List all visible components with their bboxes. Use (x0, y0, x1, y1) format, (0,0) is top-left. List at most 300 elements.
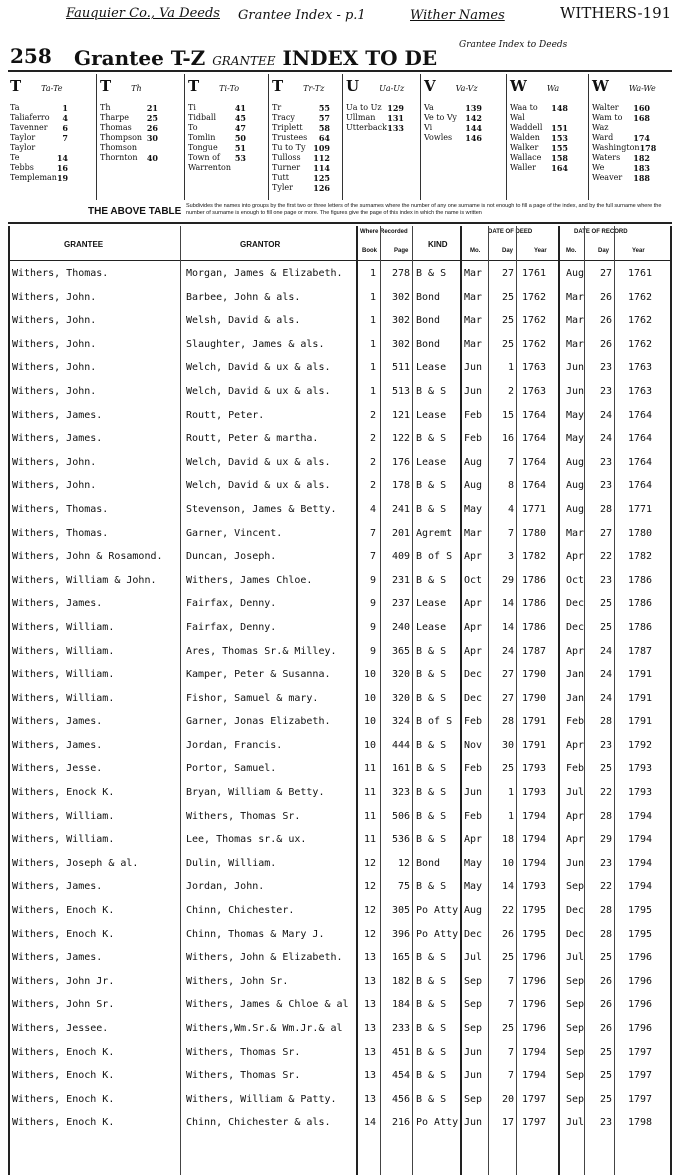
record-day-cell: 23 (599, 857, 612, 869)
letter-group-entry (424, 113, 482, 123)
entry-page: 109 (313, 143, 330, 153)
deed-month-cell: Aug (464, 480, 483, 492)
grantee-cell: Withers, William. (12, 834, 115, 846)
deed-day-cell: 1 (507, 787, 514, 799)
page-cell: 233 (391, 1023, 410, 1034)
deed-day-cell: 27 (501, 268, 514, 279)
entry-name: Washington (592, 143, 640, 152)
deed-month-cell: Mar (464, 338, 483, 350)
record-month-cell: Sep (566, 975, 585, 987)
book-cell: 11 (363, 810, 376, 822)
record-day-cell: 28 (599, 905, 612, 917)
grantor-cell: Jordan, John. (186, 881, 265, 893)
entry-page: 51 (234, 143, 246, 153)
record-year-cell: 1762 (628, 291, 653, 303)
deed-day-cell: 27 (501, 669, 514, 681)
table-row (8, 545, 672, 569)
letter-group (510, 76, 568, 173)
record-year-cell: 1796 (628, 999, 653, 1011)
record-day-cell: 26 (599, 975, 612, 987)
record-day-cell: 25 (599, 621, 612, 633)
letter-group-entry (10, 123, 68, 133)
record-month-cell: Oct (566, 574, 585, 586)
record-month-cell: Jan (566, 669, 585, 681)
letter-group-entry (424, 133, 482, 143)
letter-group (424, 76, 482, 143)
letter-group-entry (272, 173, 330, 183)
deed-day-cell: 7 (507, 456, 514, 468)
deed-day-cell: 24 (501, 645, 514, 657)
table-row (8, 663, 672, 687)
deed-year-cell: 1761 (522, 268, 547, 279)
record-month-cell: Mar (566, 315, 585, 327)
deed-day-cell: 15 (501, 409, 514, 421)
grantor-cell: Withers, John & Elizabeth. (186, 952, 343, 964)
entry-name: Weaver (592, 173, 623, 182)
deed-year-cell: 1764 (522, 433, 547, 445)
grantee-cell: Withers, James. (12, 716, 103, 728)
entry-page: 114 (313, 163, 330, 173)
record-day-cell: 24 (599, 669, 612, 681)
title-prefix: Grantee T-Z (74, 46, 206, 70)
page-cell: 451 (391, 1046, 410, 1058)
table-row (8, 498, 672, 522)
page-cell: 511 (391, 362, 410, 374)
book-cell: 13 (363, 1046, 376, 1058)
title-handwritten-insert: GRANTEE (212, 54, 276, 68)
entry-page: 146 (465, 133, 482, 143)
kind-cell: B & S (416, 480, 447, 492)
book-cell: 10 (363, 739, 376, 751)
page-cell: 302 (391, 338, 410, 350)
kind-cell: B & S (416, 763, 447, 775)
deed-day-cell: 8 (507, 480, 514, 492)
letter-group-letter: T (10, 77, 22, 95)
grantee-cell: Withers, John Jr. (12, 975, 115, 987)
deed-day-cell: 1 (507, 810, 514, 822)
entry-name: Taylor (10, 143, 36, 152)
record-month-cell: Jul (566, 787, 585, 799)
entry-name: Ua to Uz (346, 103, 382, 112)
book-cell: 1 (369, 291, 376, 303)
book-cell: 10 (363, 716, 376, 728)
table-row (8, 1064, 672, 1088)
grantee-cell: Withers, Jessee. (12, 1023, 109, 1034)
letter-group-divider (96, 74, 97, 200)
deed-day-cell: 30 (501, 739, 514, 751)
book-cell: 13 (363, 1023, 376, 1034)
deed-day-cell: 25 (501, 763, 514, 775)
letter-group-entry (188, 103, 246, 113)
page-number: 258 (10, 44, 52, 68)
table-row (8, 875, 672, 899)
book-cell: 11 (363, 787, 376, 799)
record-month-cell: Sep (566, 1023, 585, 1034)
book-cell: 1 (369, 268, 376, 279)
deed-month-cell: May (464, 503, 483, 515)
record-day-cell: 26 (599, 315, 612, 327)
grantor-cell: Ares, Thomas Sr.& Milley. (186, 645, 337, 657)
grantor-cell: Dulin, William. (186, 857, 277, 869)
letter-group-letter: T (188, 77, 200, 95)
record-year-cell: 1764 (628, 480, 653, 492)
entry-page: 64 (318, 133, 330, 143)
col-kind: KIND (428, 240, 448, 249)
table-row (8, 781, 672, 805)
deed-day-cell: 25 (501, 291, 514, 303)
kind-cell: B & S (416, 669, 447, 681)
record-day-cell: 26 (599, 999, 612, 1011)
deed-month-cell: Mar (464, 315, 483, 327)
letter-group-range: Wa-We (628, 84, 656, 93)
table-row (8, 757, 672, 781)
kind-cell: Lease (416, 362, 447, 374)
entry-name: Waa to Wal (510, 103, 538, 122)
entry-page: 178 (639, 143, 657, 153)
deed-year-cell: 1786 (522, 574, 547, 586)
kind-cell: B & S (416, 739, 447, 751)
grantor-cell: Fairfax, Denny. (186, 621, 277, 633)
record-month-cell: Sep (566, 1093, 585, 1105)
letter-group-entry (592, 153, 650, 163)
page-cell: 320 (391, 692, 410, 704)
entry-page: 7 (62, 133, 68, 143)
letter-group-entry (592, 113, 650, 133)
table-row (8, 522, 672, 546)
record-month-cell: Apr (566, 834, 585, 846)
entry-name: Thompson (100, 133, 143, 142)
page-title (74, 40, 568, 70)
kind-cell: Bond (416, 291, 441, 303)
book-cell: 13 (363, 1093, 376, 1105)
deed-month-cell: Jun (464, 1117, 483, 1129)
deed-year-cell: 1793 (522, 763, 547, 775)
entry-name: To (188, 123, 198, 132)
table-row (8, 380, 672, 404)
entry-page: 155 (551, 143, 568, 153)
kind-cell: Bond (416, 338, 441, 350)
book-cell: 11 (363, 834, 376, 846)
record-day-cell: 24 (599, 692, 612, 704)
record-month-cell: Dec (566, 621, 585, 633)
entry-name: Tavenner (10, 123, 48, 132)
grantor-cell: Stevenson, James & Betty. (186, 503, 337, 515)
letter-group-entry (10, 173, 68, 183)
letter-group-entry (510, 133, 568, 143)
grantee-cell: Withers, Thomas. (12, 503, 109, 515)
page-cell: 506 (391, 810, 410, 822)
entry-page: 139 (465, 103, 482, 113)
letter-group-entry (188, 123, 246, 133)
col-grantee: GRANTEE (64, 240, 104, 249)
entry-page: 45 (234, 113, 246, 123)
deed-day-cell: 26 (501, 928, 514, 940)
entry-page: 21 (146, 103, 158, 113)
grantor-cell: Duncan, Joseph. (186, 551, 277, 563)
entry-name: Tracy (272, 113, 295, 122)
entry-page: 129 (387, 103, 404, 113)
deed-month-cell: Apr (464, 551, 483, 563)
table-row (8, 404, 672, 428)
entry-name: Tomlin (188, 133, 216, 142)
table-row (8, 286, 672, 310)
record-year-cell: 1793 (628, 763, 653, 775)
entry-page: 1 (62, 103, 68, 113)
page-cell: 201 (391, 527, 410, 539)
record-day-cell: 24 (599, 409, 612, 421)
grantee-cell: Withers, John. (12, 338, 97, 350)
book-cell: 1 (369, 315, 376, 327)
record-year-cell: 1793 (628, 787, 653, 799)
kind-cell: B & S (416, 645, 447, 657)
grantee-cell: Withers, John & Rosamond. (12, 551, 163, 563)
deed-day-cell: 22 (501, 905, 514, 917)
letter-group-divider (184, 74, 185, 200)
entry-page: 144 (465, 123, 482, 133)
entry-name: Th (100, 103, 111, 112)
grantor-cell: Withers, Thomas Sr. (186, 1046, 301, 1058)
entry-page: 164 (551, 163, 568, 173)
deed-month-cell: Mar (464, 291, 483, 303)
record-day-cell: 26 (599, 338, 612, 350)
entry-name: Vi (424, 123, 433, 132)
letter-group (346, 76, 404, 133)
letter-group-range: Ua-Uz (379, 84, 405, 93)
letter-group-entry (510, 143, 568, 153)
deed-day-cell: 14 (501, 881, 514, 893)
entry-page: 158 (551, 153, 568, 163)
page-cell: 240 (391, 621, 410, 633)
deed-month-cell: Apr (464, 621, 483, 633)
letter-group-range: Ti-To (219, 84, 240, 93)
record-day-cell: 22 (599, 881, 612, 893)
kind-cell: B & S (416, 1093, 447, 1105)
deed-month-cell: Jun (464, 1070, 483, 1082)
record-year-cell: 1797 (628, 1070, 653, 1082)
record-month-cell: Jul (566, 952, 585, 964)
book-cell: 1 (369, 385, 376, 397)
grantee-cell: Withers, William. (12, 621, 115, 633)
record-month-cell: Apr (566, 739, 585, 751)
letter-group-entry (346, 123, 404, 133)
page-cell: 12 (397, 857, 410, 869)
record-month-cell: Feb (566, 763, 585, 775)
entry-name: Thomson (100, 143, 137, 152)
deed-month-cell: Apr (464, 645, 483, 657)
deed-day-cell: 7 (507, 999, 514, 1011)
book-cell: 2 (369, 409, 376, 421)
letter-group-range: Tr-Tz (303, 84, 325, 93)
record-month-cell: Apr (566, 810, 585, 822)
col-deed-mo: Mo. (470, 248, 481, 254)
record-day-cell: 25 (599, 952, 612, 964)
page-cell: 444 (391, 739, 410, 751)
record-month-cell: Aug (566, 456, 585, 468)
record-year-cell: 1791 (628, 716, 653, 728)
entry-name: Tharpe (100, 113, 129, 122)
deed-day-cell: 4 (507, 503, 514, 515)
letter-group-letter: V (424, 77, 436, 95)
deed-year-cell: 1791 (522, 739, 547, 751)
grantee-cell: Withers, James. (12, 739, 103, 751)
record-day-cell: 24 (599, 645, 612, 657)
grantee-cell: Withers, John. (12, 480, 97, 492)
grantee-cell: Withers, Enoch K. (12, 1093, 115, 1105)
letter-group-entry (188, 143, 246, 153)
deed-month-cell: Dec (464, 928, 483, 940)
book-cell: 2 (369, 456, 376, 468)
deed-month-cell: Feb (464, 716, 483, 728)
book-cell: 13 (363, 952, 376, 964)
page-cell: 456 (391, 1093, 410, 1105)
col-rec-day: Day (598, 248, 610, 254)
record-day-cell: 28 (599, 503, 612, 515)
letter-group-entry (272, 183, 330, 193)
letter-group-entry (346, 103, 404, 113)
book-cell: 7 (369, 527, 376, 539)
letter-group-entry (510, 123, 568, 133)
book-cell: 12 (363, 905, 376, 917)
record-month-cell: Sep (566, 999, 585, 1011)
kind-cell: Lease (416, 598, 447, 610)
entry-name: Triplett (272, 123, 303, 132)
page-cell: 323 (391, 787, 410, 799)
letter-group-entry (346, 113, 404, 123)
kind-cell: Lease (416, 621, 447, 633)
kind-cell: Po Atty (416, 905, 459, 917)
entry-page: 188 (633, 173, 650, 183)
grantor-cell: Withers, James Chloe. (186, 574, 313, 586)
entry-name: Te (10, 153, 20, 162)
deed-year-cell: 1763 (522, 385, 547, 397)
entry-name: Thornton (100, 153, 138, 162)
kind-cell: B & S (416, 433, 447, 445)
table-row (8, 451, 672, 475)
grantor-cell: Chinn, Chichester & als. (186, 1117, 331, 1129)
record-year-cell: 1763 (628, 362, 653, 374)
grantee-cell: Withers, Joseph & al. (12, 857, 139, 869)
letter-group-entry (100, 153, 158, 163)
letter-group-entry (10, 143, 68, 153)
page-cell: 454 (391, 1070, 410, 1082)
deed-day-cell: 10 (501, 857, 514, 869)
deed-month-cell: Sep (464, 1023, 483, 1034)
grantor-cell: Welsh, David & als. (186, 315, 301, 327)
record-year-cell: 1764 (628, 409, 653, 421)
kind-cell: Lease (416, 456, 447, 468)
table-row (8, 946, 672, 970)
entry-name: Turner (272, 163, 301, 172)
book-cell: 2 (369, 433, 376, 445)
deed-month-cell: Oct (464, 574, 483, 586)
book-cell: 1 (369, 362, 376, 374)
deed-day-cell: 25 (501, 1023, 514, 1034)
letter-group-entry (272, 133, 330, 143)
page-cell: 513 (391, 385, 410, 397)
table-row (8, 262, 672, 286)
entry-name: Va (424, 103, 434, 112)
record-day-cell: 29 (599, 834, 612, 846)
kind-cell: B & S (416, 834, 447, 846)
page-cell: 178 (391, 480, 410, 492)
entry-page: 153 (551, 133, 568, 143)
entry-name: Taylor (10, 133, 36, 142)
grantee-cell: Withers, Thomas. (12, 527, 109, 539)
kind-cell: B & S (416, 385, 447, 397)
record-month-cell: Jun (566, 857, 585, 869)
entry-name: Tutt (272, 173, 289, 182)
grantee-cell: Withers, Enoch K. (12, 1117, 115, 1129)
grantee-cell: Withers, James. (12, 952, 103, 964)
record-year-cell: 1796 (628, 952, 653, 964)
col-rec-year: Year (632, 248, 645, 254)
entry-page: 40 (146, 153, 158, 163)
deed-day-cell: 1 (507, 362, 514, 374)
page-cell: 231 (391, 574, 410, 586)
record-year-cell: 1761 (628, 268, 653, 279)
kind-cell: B of S (416, 551, 453, 563)
book-cell: 9 (369, 574, 376, 586)
entry-name: Walden (510, 133, 540, 142)
handwritten-names-note: Wither Names (410, 8, 505, 23)
deed-month-cell: Jul (464, 952, 483, 964)
record-month-cell: Aug (566, 480, 585, 492)
entry-name: Ti (188, 103, 196, 112)
kind-cell: B & S (416, 952, 447, 964)
deed-year-cell: 1793 (522, 787, 547, 799)
book-cell: 4 (369, 503, 376, 515)
entry-page: 125 (313, 173, 330, 183)
grantor-cell: Slaughter, James & als. (186, 338, 325, 350)
deed-month-cell: Feb (464, 433, 483, 445)
grantor-cell: Morgan, James & Elizabeth. (186, 268, 343, 279)
record-day-cell: 22 (599, 551, 612, 563)
record-year-cell: 1764 (628, 456, 653, 468)
record-month-cell: Mar (566, 527, 585, 539)
page-cell: 396 (391, 928, 410, 940)
record-year-cell: 1796 (628, 1023, 653, 1034)
letter-group-entry (272, 163, 330, 173)
letter-group (592, 76, 656, 183)
page-cell: 237 (391, 598, 410, 610)
deed-day-cell: 27 (501, 692, 514, 704)
entry-page: 4 (62, 113, 68, 123)
record-day-cell: 23 (599, 362, 612, 374)
entry-name: Trustees (272, 133, 308, 142)
entry-page: 25 (146, 113, 158, 123)
letter-group-range: Ta-Te (41, 84, 63, 93)
grantee-cell: Withers, John Sr. (12, 999, 115, 1011)
book-cell: 9 (369, 645, 376, 657)
table-row (8, 1088, 672, 1112)
page-cell: 324 (391, 716, 410, 728)
table-row (8, 710, 672, 734)
table-row (8, 1041, 672, 1065)
page-cell: 161 (391, 763, 410, 775)
deed-month-cell: Nov (464, 739, 483, 751)
grantee-cell: Withers, James. (12, 433, 103, 445)
grantor-cell: Welch, David & ux & als. (186, 456, 331, 468)
book-cell: 9 (369, 598, 376, 610)
grantor-cell: Fishor, Samuel & mary. (186, 692, 319, 704)
record-day-cell: 26 (599, 1023, 612, 1034)
kind-cell: Po Atty (416, 928, 459, 940)
table-row (8, 616, 672, 640)
deed-day-cell: 17 (501, 1117, 514, 1129)
record-year-cell: 1798 (628, 1117, 653, 1129)
book-cell: 13 (363, 1070, 376, 1082)
deed-year-cell: 1795 (522, 905, 547, 917)
